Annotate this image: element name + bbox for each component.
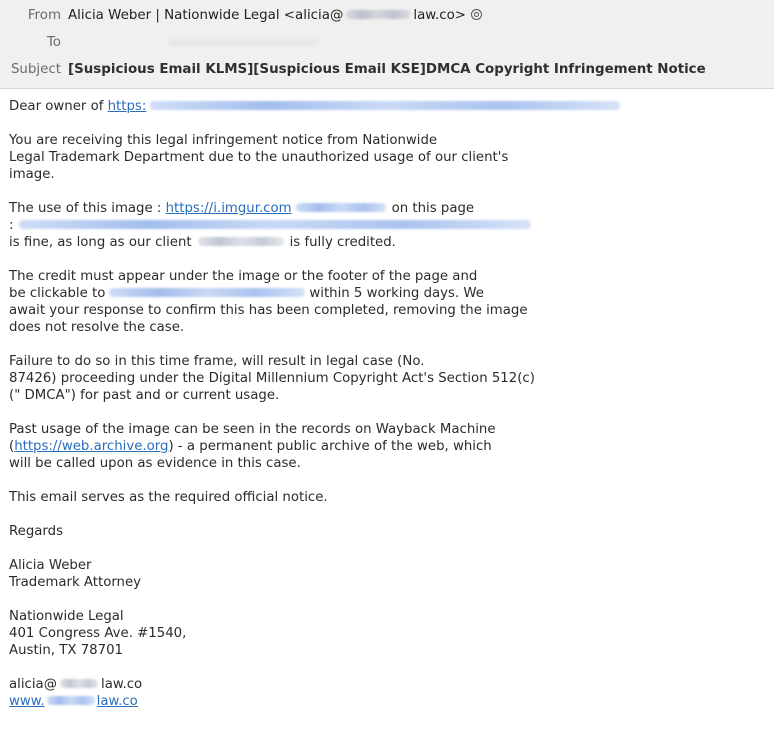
p2-line-2: [9, 217, 765, 234]
imgur-link[interactable]: https://i.imgur.com: [165, 201, 292, 216]
from-row: [0, 6, 774, 26]
redacted-url[interactable]: [150, 101, 620, 110]
p3-line2-suffix: within 5 working days. We: [309, 286, 484, 301]
website-suffix[interactable]: law.co: [96, 694, 138, 709]
p2-line3-prefix: is fine, as long as our client: [9, 235, 192, 250]
contact-icon[interactable]: [471, 9, 482, 20]
p3-line: The credit must appear under the image or the footer of the page and: [9, 269, 478, 284]
redacted-client: [198, 237, 284, 246]
p5-line: Past usage of the image can be seen in the records on Wayback Machine: [9, 422, 496, 437]
paragraph-4: [9, 353, 765, 404]
p1-line: image.: [9, 167, 55, 182]
paren-open: (: [9, 439, 15, 454]
subject-value: [Suspicious Email KLMS][Suspicious Email KSE]DMCA Copyright Infringement Notice: [68, 62, 706, 77]
p1-line: Legal Trademark Department due to the unauthorized usage of our client's: [9, 150, 509, 165]
to-row: [0, 33, 774, 53]
greeting: [9, 98, 765, 115]
message-header: [0, 0, 774, 89]
greeting-link[interactable]: https:: [107, 99, 147, 114]
from-name: Alicia Weber | Nationwide Legal <alicia@: [68, 8, 344, 23]
redacted-domain: [346, 10, 410, 19]
redacted-email-domain: [60, 679, 98, 688]
redacted-website[interactable]: [47, 696, 95, 705]
regards: Regards: [9, 524, 64, 539]
signature-website[interactable]: [9, 693, 765, 710]
email-suffix: law.co: [101, 677, 143, 692]
wayback-link[interactable]: https://web.archive.org: [14, 439, 169, 454]
p3-line: await your response to confirm this has been completed, removing the image: [9, 303, 528, 318]
p3-line2-prefix: be clickable to: [9, 286, 106, 301]
signature-company: Nationwide Legal: [9, 609, 124, 624]
redacted-recipient: [168, 39, 318, 46]
from-label: From: [27, 8, 61, 23]
p3-line: does not resolve the case.: [9, 320, 185, 335]
to-value[interactable]: [68, 33, 318, 53]
paragraph-2: [9, 200, 765, 251]
paragraph-6: This email serves as the required official notice.: [9, 490, 328, 505]
to-label: To: [46, 35, 61, 50]
greeting-text: Dear owner of: [9, 99, 108, 114]
redacted-page-url[interactable]: [19, 220, 531, 229]
message-body: [0, 89, 774, 710]
redacted-image-path[interactable]: [296, 203, 386, 212]
from-value[interactable]: [68, 6, 482, 26]
signature-contact-block: [9, 676, 765, 710]
p5-line2-rest: ) - a permanent public archive of the web, which: [168, 439, 492, 454]
p2-line-3: [9, 234, 765, 251]
subject-label: Subject: [10, 62, 61, 77]
p4-line: Failure to do so in this time frame, will result in legal case (No.: [9, 354, 425, 369]
p4-line: 87426) proceeding under the Digital Millennium Copyright Act's Section 512(c): [9, 371, 535, 386]
p2-prefix: The use of this image :: [9, 201, 166, 216]
signature-address-line: Austin, TX 78701: [9, 643, 123, 658]
signature-address-line: 401 Congress Ave. #1540,: [9, 626, 187, 641]
p3-line-2: [9, 285, 765, 302]
from-domain-suffix: law.co>: [413, 8, 467, 23]
signature-email: [9, 676, 765, 693]
redacted-credit-url[interactable]: [109, 288, 305, 297]
email-prefix: alicia@: [9, 677, 57, 692]
signature-title: Trademark Attorney: [9, 575, 142, 590]
p1-line: You are receiving this legal infringement notice from Nationwide: [9, 133, 438, 148]
paragraph-1: [9, 132, 765, 183]
p5-line-2: [9, 438, 765, 455]
website-prefix[interactable]: www.: [9, 694, 45, 709]
p2-after-link: on this page: [391, 201, 475, 216]
subject-row: [0, 60, 774, 80]
paragraph-3: [9, 268, 765, 336]
p5-line: will be called upon as evidence in this case.: [9, 456, 301, 471]
signature-name: Alicia Weber: [9, 558, 92, 573]
p2-line3-suffix: is fully credited.: [289, 235, 396, 250]
signature-address-block: [9, 608, 765, 659]
p2-colon: :: [9, 218, 14, 233]
signature-name-block: [9, 557, 765, 591]
p2-line-1: [9, 200, 765, 217]
p4-line: (" DMCA") for past and or current usage.: [9, 388, 280, 403]
paragraph-5: [9, 421, 765, 472]
